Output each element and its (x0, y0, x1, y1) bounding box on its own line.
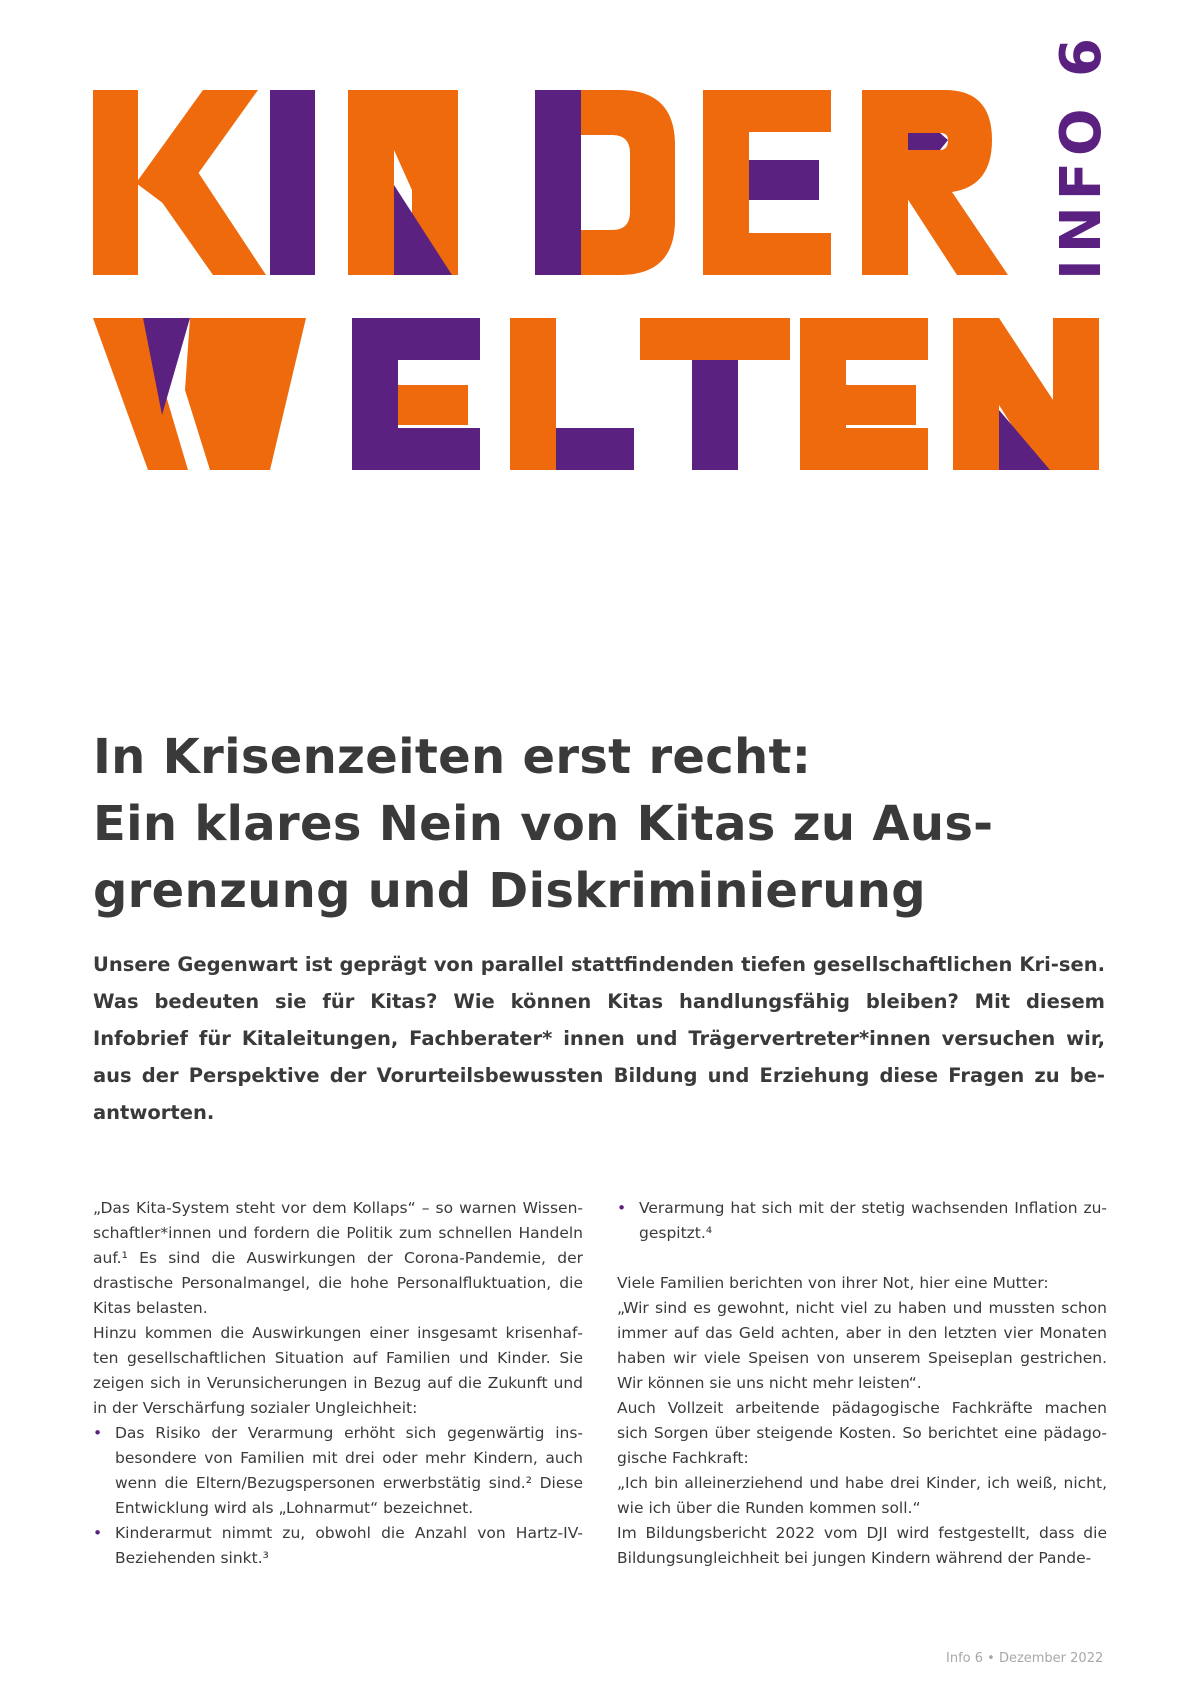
text-column-right (617, 1196, 1107, 1571)
bullet-list (617, 1196, 1107, 1246)
logo-word-kinder (93, 90, 1008, 275)
quote-paragraph: „Ich bin alleinerziehend und habe drei Kinder, ich weiß, nicht, wie ich über die Runden kommen soll.“ (617, 1474, 1107, 1517)
paragraph: Viele Familien berichten von ihrer Not, hier eine Mutter: (617, 1274, 1049, 1292)
logo-badge-info6 (1049, 32, 1114, 280)
title-line: In Krisenzeiten erst recht: (93, 729, 812, 785)
bullet-list (93, 1421, 583, 1571)
paragraph: Im Bildungsbericht 2022 vom DJI wird festgestellt, dass die Bildungsungleichheit bei jungen Kindern während der Pande- (617, 1524, 1107, 1567)
paragraph: „Das Kita-System steht vor dem Kollaps“ – so warnen Wissenschaftler*innen und fordern die Politik zum schnellen Handeln auf.¹ Es sind die Auswirkungen der Corona-Pandemie, der drastische Personalmangel, die hohe Personalfluktuation, die Kitas belasten. (93, 1199, 583, 1317)
page-footer: Info 6 • Dezember 2022 (946, 1651, 1104, 1666)
article-title (93, 724, 1103, 925)
logo-word-welten (93, 318, 1099, 470)
spacer (617, 1246, 1107, 1271)
article-lead: Unsere Gegenwart ist geprägt von parallel stattfindenden tiefen gesellschaftlichen Kri-sen. Was bedeuten sie für Kitas? Wie können Kitas handlungsfähig bleiben? Mit diesem Infobrief für Kitaleitungen, Fachberater* innen und Trägervertreter*innen versuchen wir, aus der Perspektive der Vorurteilsbewussten Bildung und Erziehung diese Fragen zu be-antworten. (93, 953, 1105, 1124)
list-item: • Das Risiko der Verarmung erhöht sich gegenwärtig insbesondere von Familien mit drei oder mehr Kindern, auch wenn die Eltern/Bezugspersonen erwerbstätig sind.² Diese Entwicklung wird als „Lohnarmut“ bezeichnet. (93, 1421, 583, 1521)
paragraph: Auch Vollzeit arbeitende pädagogische Fachkräfte machen sich Sorgen über steigende Kosten. So berichtet eine pädagogische Fachkraft: (617, 1399, 1107, 1467)
svg-text:INFO 6: INFO 6 (1049, 31, 1114, 280)
title-line: grenzung und Diskriminierung (93, 863, 926, 919)
paragraph: Hinzu kommen die Auswirkungen einer insgesamt krisenhaften gesellschaftlichen Situation auf Familien und Kinder. Sie zeigen sich in Verunsicherungen in Bezug auf die Zukunft und in der Verschärfung sozialer Ungleichheit: (93, 1324, 583, 1417)
text-column-left (93, 1196, 583, 1571)
list-item: • Kinderarmut nimmt zu, obwohl die Anzahl von Hartz-IV-Beziehenden sinkt.³ (93, 1521, 583, 1571)
title-line: Ein klares Nein von Kitas zu Aus- (93, 796, 994, 852)
list-item: • Verarmung hat sich mit der stetig wachsenden Inflation zugespitzt.⁴ (617, 1196, 1107, 1246)
quote-paragraph: „Wir sind es gewohnt, nicht viel zu haben und mussten schon immer auf das Geld achten, aber in den letzten vier Monaten haben wir viele Speisen von unserem Speiseplan gestrichen. Wir können sie uns nicht mehr leisten“. (617, 1299, 1107, 1392)
kinderwelten-logo (0, 0, 1190, 560)
